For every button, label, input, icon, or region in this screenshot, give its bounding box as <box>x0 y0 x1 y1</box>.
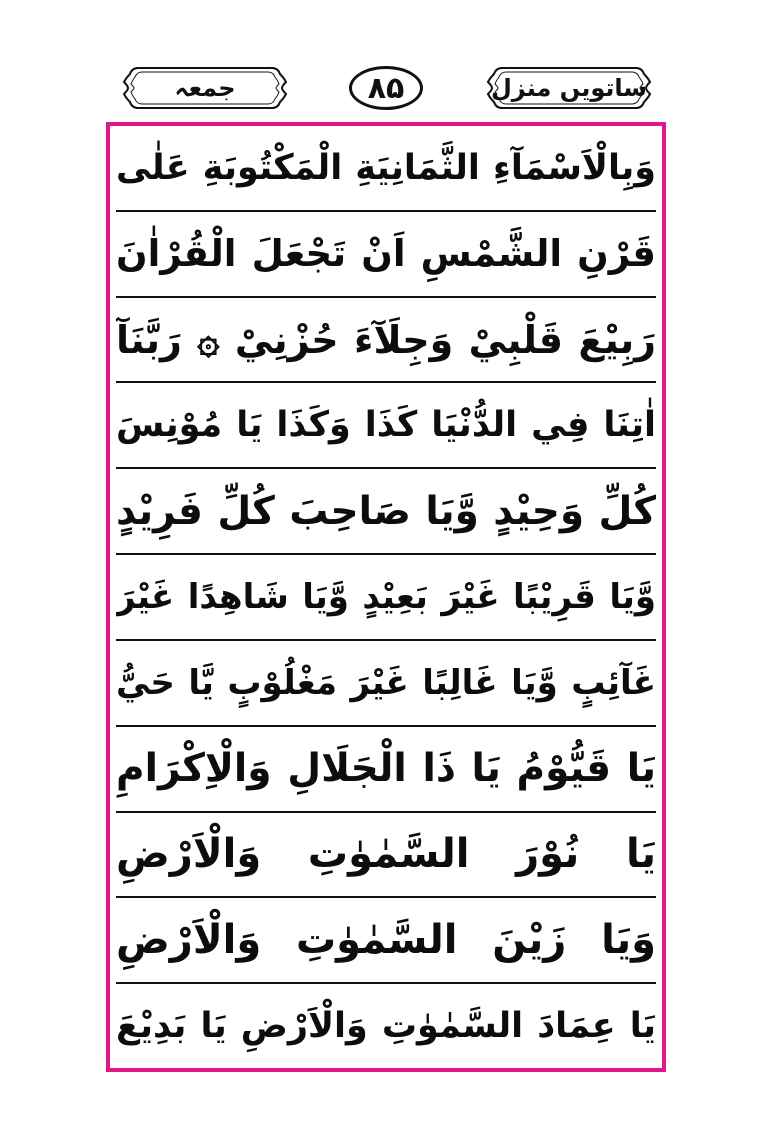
text-line <box>116 641 656 727</box>
text-line <box>116 469 656 555</box>
line-text: يَا عِمَادَ السَّمٰوٰتِ وَالْاَرْضِ يَا بَدِيْعَ <box>116 1006 656 1047</box>
text-line <box>116 813 656 899</box>
manzil-label-box <box>484 62 654 114</box>
line-text: وَيَا زَيْنَ السَّمٰوٰتِ وَالْاَرْضِ <box>116 917 656 964</box>
line-text: يَا نُوْرَ السَّمٰوٰتِ وَالْاَرْضِ <box>116 831 656 878</box>
text-line <box>116 383 656 469</box>
line-text: يَا قَيُّوْمُ يَا ذَا الْجَلَالِ وَالْاِكْرَامِ <box>116 746 656 792</box>
text-line <box>116 727 656 813</box>
page-header <box>0 0 772 120</box>
manzil-label: ساتویں منزل <box>490 74 648 102</box>
text-line <box>116 898 656 984</box>
text-line <box>116 126 656 212</box>
line-text: كُلِّ وَحِيْدٍ وَّيَا صَاحِبَ كُلِّ فَرِيْدٍ <box>116 488 656 534</box>
line-text: قَرْنِ الشَّمْسِ اَنْ تَجْعَلَ الْقُرْاٰنَ <box>116 232 656 276</box>
line-text: غَآئِبٍ وَّيَا غَالِبًا غَيْرَ مَغْلُوْبٍ يَّا حَيُّ <box>116 662 656 703</box>
line-text: وَبِالْاَسْمَآءِ الثَّمَانِيَةِ الْمَكْتُوبَةِ عَلٰى <box>116 147 656 188</box>
text-line <box>116 212 656 298</box>
day-label-box <box>120 62 290 114</box>
text-line <box>116 984 656 1068</box>
page-number: ۸۵ <box>349 66 423 110</box>
line-text: رَبِيْعَ قَلْبِيْ وَجِلَآءَ حُزْنِيْ ۞ رَبَّنَآ <box>116 317 656 362</box>
text-line <box>116 298 656 384</box>
line-text: وَّيَا قَرِيْبًا غَيْرَ بَعِيْدٍ وَّيَا شَاهِدًا غَيْرَ <box>116 576 656 617</box>
line-text: اٰتِنَا فِي الدُّنْيَا كَذَا وَكَذَا يَا مُوْنِسَ <box>116 405 656 446</box>
text-frame <box>106 122 666 1072</box>
day-label: جمعہ <box>174 74 236 102</box>
text-line <box>116 555 656 641</box>
